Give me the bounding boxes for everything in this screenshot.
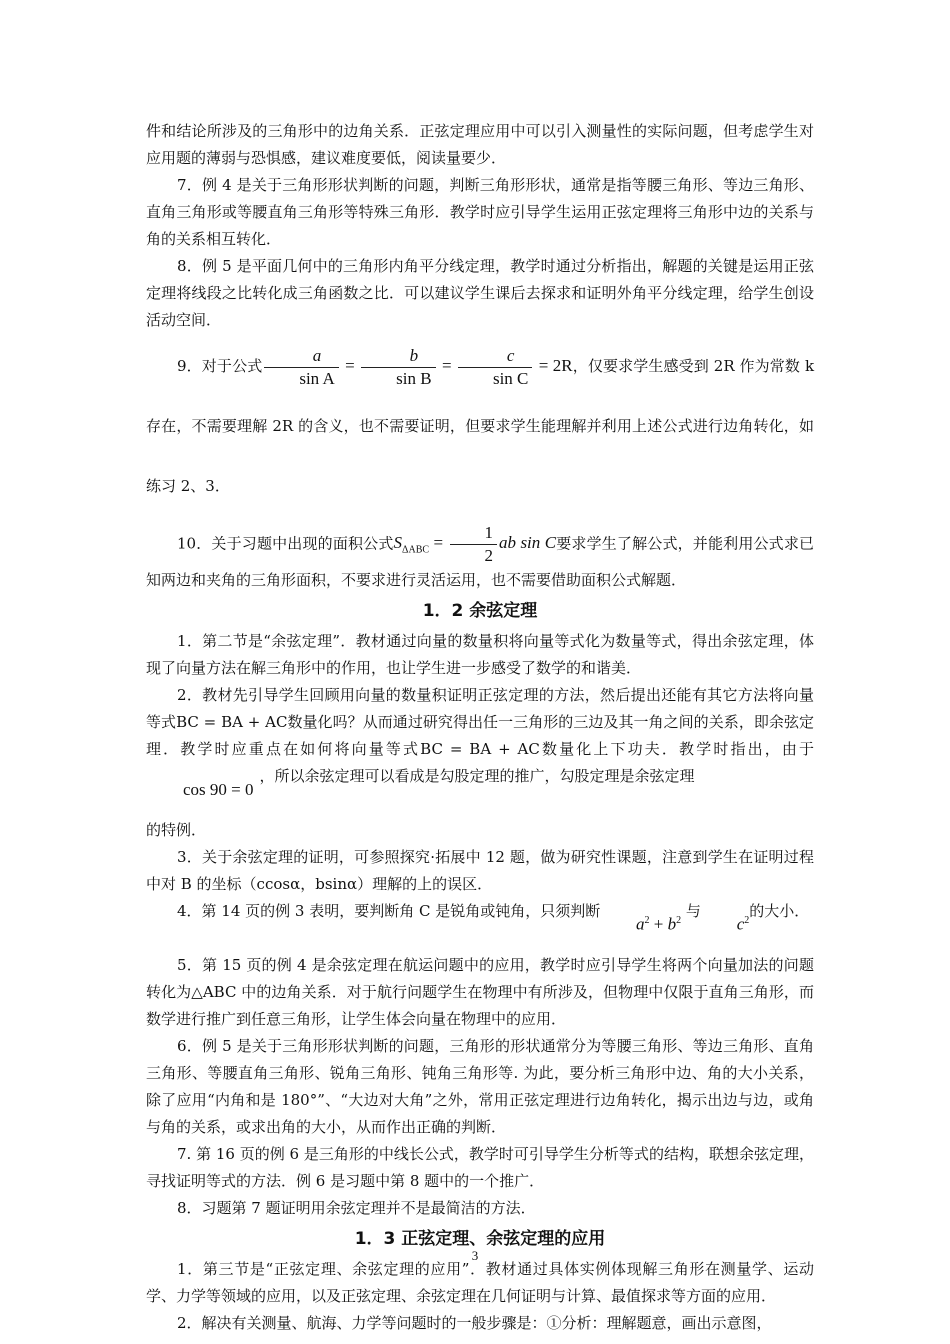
formula-c2 bbox=[706, 907, 750, 938]
page-number: 3 bbox=[471, 1248, 479, 1263]
paragraph-7: 7．例 4 是关于三角形形状判断的问题，判断三角形形状，通常是指等腰三角形、等边三角形、直角三角形或等腰直角三角形等特殊三角形．教学时应引导学生运用正弦定理将三角形中边的关系与角的关系相互转化． bbox=[146, 176, 814, 248]
s12-paragraph-2-end: 的特例． bbox=[146, 821, 207, 839]
paragraph-10-rest: 要求学生了解公式，并能利用公式求已知两边和夹角的三角形面积，不要求进行灵活运用，也不需要借助面积公式解题． bbox=[146, 534, 815, 589]
s12-paragraph-8: 8．习题第 7 题证明用余弦定理并不是最简洁的方法． bbox=[177, 1199, 536, 1217]
s12-paragraph-1: 1．第二节是“余弦定理”．教材通过向量的数量积将向量等式化为数量等式，得出余弦定理，体现了向量方法在解三角形中的作用，也让学生进一步感受了数学的和谐美． bbox=[146, 632, 814, 677]
s12-paragraph-4-post: 的大小． bbox=[749, 902, 810, 920]
frac-num-1: 1 bbox=[450, 522, 498, 545]
paragraph-9 bbox=[146, 336, 814, 516]
formula-a2-plus-b2 bbox=[605, 907, 681, 938]
s12-paragraph-7: 7. 第 16 页的例 6 是三角形的中线长公式，教学时可引导学生分析等式的结构，联想余弦定理，寻找证明等式的方法．例 6 是习题中第 8 题中的一个推广． bbox=[146, 1145, 814, 1190]
s13-paragraph-1: 1．第三节是“正弦定理、余弦定理的应用”．教材通过具体实例体现解三角形在测量学、运动学、力学等领域的应用，以及正弦定理、余弦定理在几何证明与计算、最值探求等方面的应用． bbox=[146, 1260, 814, 1305]
equals-sign: = bbox=[433, 533, 444, 553]
section-title-1-2: 1．2 余弦定理 bbox=[422, 601, 538, 621]
area-symbol: S bbox=[393, 533, 403, 553]
word-and: 与 bbox=[685, 902, 701, 920]
exp-2: 2 bbox=[676, 915, 682, 927]
exp-2: 2 bbox=[644, 915, 650, 927]
var-b: b bbox=[667, 915, 677, 934]
s12-paragraph-6: 6．例 5 是关于三角形形状判断的问题，三角形的形状通常分为等腰三角形、等边三角形、直角三角形、等腰直角三角形、锐角三角形、钝角三角形等. 为此，要分析三角形中边、角的大小关系，除了应用“内角和是 180°”、“大边对大角”之外，常用正弦定理进行边角转化，揭示出边与边，或角与角的关系，或求出角的大小，从而作出正确的判断． bbox=[146, 1037, 814, 1136]
frac-den-sinc: sin C bbox=[492, 368, 529, 388]
s12-paragraph-3: 3．关于余弦定理的证明，可参照探究·拓展中 12 题，做为研究性课题，注意到学生在证明过程中对 B 的坐标（ccosα，bsinα）理解的上的误区． bbox=[146, 848, 814, 893]
var-c: c bbox=[736, 915, 745, 934]
plus-sign: + bbox=[653, 915, 664, 934]
formula-sine-law bbox=[262, 345, 573, 388]
frac-den-sinb: sin B bbox=[396, 368, 432, 388]
formula-cos90: cos 90 = 0 bbox=[183, 780, 254, 799]
paragraph-9-rest: ，仅要求学生感受到 2R 作为常数 k 存在，不需要理解 2R 的含义，也不需要证明，但要求学生能理解并利用上述公式进行边角转化，如练习 2、3． bbox=[146, 357, 815, 495]
paragraph-continued: 件和结论所涉及的三角形中的边角关系．正弦定理应用中可以引入测量性的实际问题，但考虑学生对应用题的薄弱与恐惧感，建议难度要低，阅读量要少． bbox=[146, 122, 814, 167]
frac-num-a: a bbox=[264, 345, 338, 368]
frac-num-b: b bbox=[361, 345, 435, 368]
area-subscript: ΔABC bbox=[402, 544, 430, 556]
paragraph-10-intro: 10．关于习题中出现的面积公式 bbox=[177, 534, 394, 553]
s12-paragraph-2-text: 2．教材先引导学生回顾用向量的数量积证明正弦定理的方法，然后提出还能有其它方法将向量等式BC = BA + AC数量化吗？从而通过研究得出任一三角形的三边及其一角之间的关系，即余弦定理．教学时应重点在如何将向量等式BC = BA + AC数量化上下功夫．教学时指出，由于 bbox=[146, 686, 815, 758]
s13-paragraph-2: 2．解决有关测量、航海、力学等问题时的一般步骤是：①分析：理解题意，画出示意图， bbox=[177, 1314, 772, 1332]
paragraph-10 bbox=[146, 522, 814, 594]
exp-2: 2 bbox=[744, 915, 750, 927]
formula-rhs: = 2R bbox=[538, 356, 573, 375]
frac-den-sina: sin A bbox=[299, 368, 335, 388]
equals-sign: = bbox=[345, 356, 355, 375]
paragraph-8: 8．例 5 是平面几何中的三角形内角平分线定理，教学时通过分析指出，解题的关键是运用正弦定理将线段之比转化成三角函数之比．可以建议学生课后去探求和证明外角平分线定理，给学生创设活动空间． bbox=[146, 257, 814, 329]
s12-paragraph-4 bbox=[146, 898, 814, 938]
var-a: a bbox=[636, 915, 645, 934]
frac-num-c: c bbox=[458, 345, 532, 368]
formula-area bbox=[393, 523, 557, 565]
s12-paragraph-2-post: ，所以余弦定理可以看成是勾股定理的推广，勾股定理是余弦定理 bbox=[259, 767, 695, 785]
s12-paragraph-5: 5．第 15 页的例 4 是余弦定理在航运问题中的应用，教学时应引导学生将两个向量加法的问题转化为△ABC 中的边角关系．对于航行问题学生在物理中有所涉及，但物理中仅限于直角三角形，而数学进行推广到任意三角形，让学生体会向量在物理中的应用． bbox=[146, 956, 814, 1028]
paragraph-9-intro: 9．对于公式 bbox=[177, 357, 263, 375]
document-body bbox=[146, 118, 814, 1337]
frac-den-2: 2 bbox=[484, 546, 494, 565]
equals-sign: = bbox=[441, 356, 452, 375]
section-title-1-3: 1．3 正弦定理、余弦定理的应用 bbox=[354, 1229, 606, 1249]
s12-paragraph-2 bbox=[146, 682, 814, 803]
s12-paragraph-4-text: 4．第 14 页的例 3 表明，要判断角 C 是锐角或钝角，只须判断 bbox=[177, 902, 601, 920]
area-rest: ab sin C bbox=[499, 533, 557, 553]
